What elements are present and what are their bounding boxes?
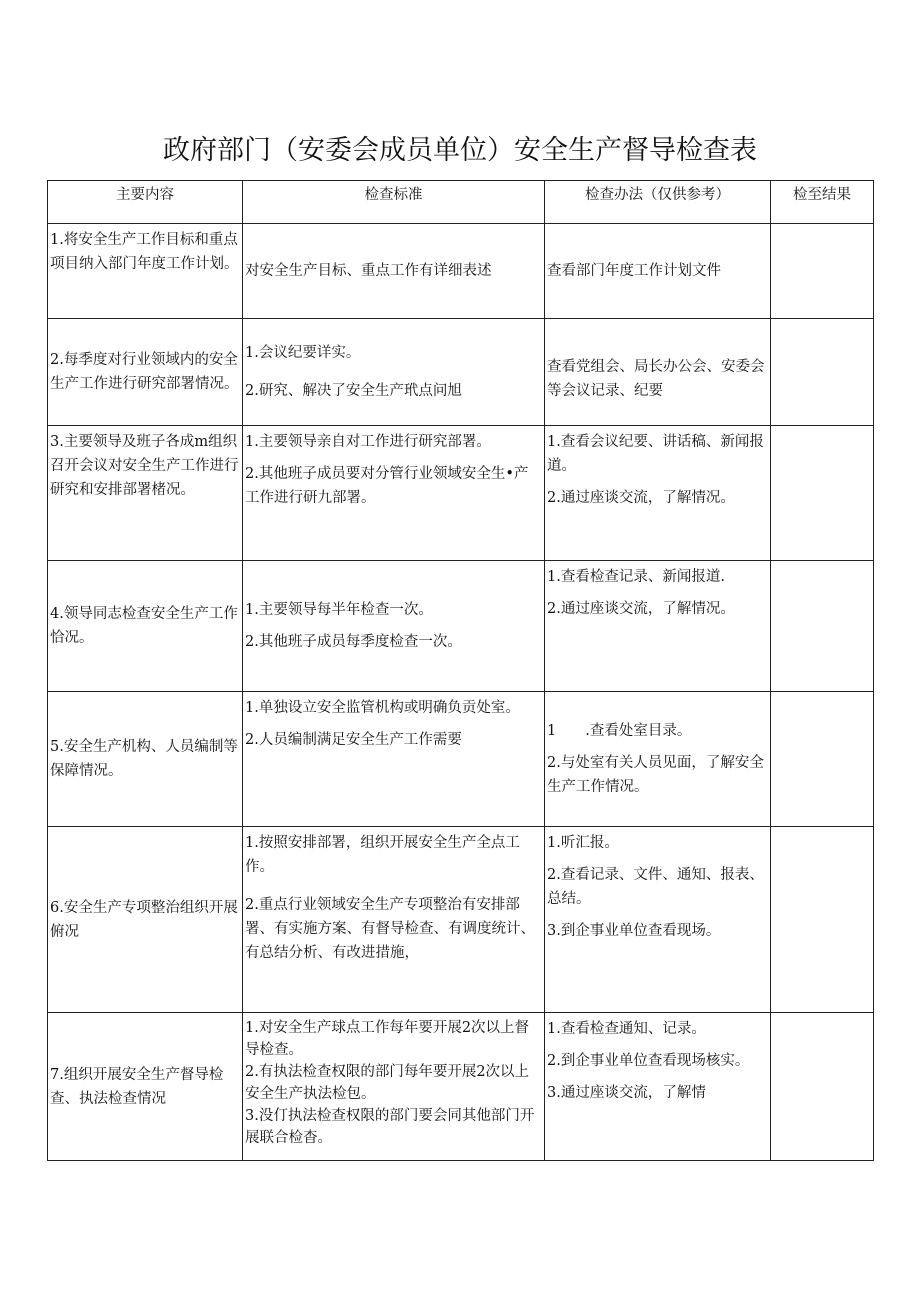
row-method bbox=[545, 426, 771, 561]
method-item: 3.通过座谈交流，了解情 bbox=[547, 1085, 706, 1101]
standard-item: 对安全生产目标、重点工作有详细表述 bbox=[245, 263, 492, 279]
row-content: 6.安全生产专项整治组织开展俯况 bbox=[48, 827, 243, 1013]
row-result[interactable] bbox=[771, 319, 874, 426]
method-item: 1.听汇报。 bbox=[547, 835, 619, 851]
standard-item: 1.按照安排部署，组织开展安全生产全点工作。 bbox=[245, 835, 520, 875]
row-result[interactable] bbox=[771, 827, 874, 1013]
method-item: 1.查看会议纪要、讲话稿、新闻报道。 bbox=[547, 434, 764, 474]
table-row bbox=[48, 1013, 874, 1161]
method-item: 查看党组会、局长办公会、安委会等会议记录、纪要 bbox=[547, 359, 765, 399]
row-content: 1.将安全生产工作目标和重点项目纳入部门年度工作计划。 bbox=[48, 224, 243, 319]
row-standard bbox=[243, 319, 545, 426]
row-method bbox=[545, 319, 771, 426]
method-item: 查看部门年度工作计划文件 bbox=[547, 263, 721, 279]
page-title: 政府部门（安委会成员单位）安全生产督导检查表 bbox=[163, 135, 757, 166]
standard-item: 3.没仃执法检查权限的部门要会同其他部门开展联合检杳。 bbox=[245, 1108, 535, 1146]
standard-item: 1.会议纪要详实。 bbox=[245, 345, 361, 361]
standard-item: 1.主要领导每半年检查一次。 bbox=[245, 602, 433, 618]
standard-item: 2.研究、解决了安全生产玳点问旭 bbox=[245, 383, 462, 399]
table-row bbox=[48, 561, 874, 692]
row-standard bbox=[243, 561, 545, 692]
row-method bbox=[545, 224, 771, 319]
standard-item: 2.有执法检查权限的部门每年要开展2次以上安全生产执法检包。 bbox=[245, 1064, 530, 1102]
row-standard bbox=[243, 827, 545, 1013]
standard-item: 2.重点行业领域安全生产专项整治有安排部署、有实施方案、有督导检查、有调度统计、有总结分析、有改进措施， bbox=[245, 897, 535, 961]
table-row bbox=[48, 827, 874, 1013]
standard-item: 1.对安全生产球点工作每年要开展2次以上督导检查。 bbox=[245, 1020, 530, 1058]
inspection-table bbox=[47, 180, 874, 1161]
row-content: 2.每季度对行业领域内的安全生产工作进行研究部署情况。 bbox=[48, 319, 243, 426]
row-standard bbox=[243, 1013, 545, 1161]
header-standard: 检查标准 bbox=[243, 181, 545, 224]
row-result[interactable] bbox=[771, 224, 874, 319]
method-item: 1.查看检查记录、新闻报道. bbox=[547, 569, 725, 585]
row-content: 4.领导同志检查安全生产工作恰况。 bbox=[48, 561, 243, 692]
method-item: 2.通过座谈交流，了解情况。 bbox=[547, 490, 735, 506]
row-method bbox=[545, 827, 771, 1013]
method-item: 2.到企事业单位查看现场核实。 bbox=[547, 1053, 750, 1069]
standard-item: 2.人员编制满足安全生产工作需要 bbox=[245, 732, 462, 748]
row-standard bbox=[243, 224, 545, 319]
standard-item: 2.其他班子成员每季度检查一次。 bbox=[245, 634, 462, 650]
method-item: 2.通过座谈交流，了解情况。 bbox=[547, 601, 735, 617]
header-content: 主要内容 bbox=[48, 181, 243, 224]
method-item: 2.查看记录、文件、通知、报表、总结。 bbox=[547, 867, 764, 907]
table-row bbox=[48, 319, 874, 426]
row-method bbox=[545, 692, 771, 827]
table-row bbox=[48, 692, 874, 827]
row-result[interactable] bbox=[771, 561, 874, 692]
row-method bbox=[545, 1013, 771, 1161]
standard-item: 1.单独设立安全监管机构或明确负贡处室。 bbox=[245, 700, 520, 716]
standard-item: 1.主要领导亲自对工作进行研究部署。 bbox=[245, 434, 491, 450]
row-result[interactable] bbox=[771, 1013, 874, 1161]
standard-item: 2.其他班子成员要对分管行业领域安全生•产工作进行研九部署。 bbox=[245, 466, 529, 506]
row-content: 3.主要领导及班子各成m组织召开会议对安全生产工作进行研究和安排部署楮况。 bbox=[48, 426, 243, 561]
method-item: 3.到企事业单位查看现场。 bbox=[547, 923, 721, 939]
row-result[interactable] bbox=[771, 692, 874, 827]
method-item: 1 .查看处室目录。 bbox=[547, 723, 692, 739]
row-standard bbox=[243, 692, 545, 827]
table-row bbox=[48, 224, 874, 319]
row-content: 7.组织开展安全生产督导检查、执法检查情况 bbox=[48, 1013, 243, 1161]
row-method bbox=[545, 561, 771, 692]
method-item: 2.与处室有关人员见面，了解安全生产工作情况。 bbox=[547, 755, 764, 795]
header-result: 检至结果 bbox=[771, 181, 874, 224]
header-row bbox=[48, 181, 874, 224]
header-method: 检查办法（仅供参考） bbox=[545, 181, 771, 224]
table-row bbox=[48, 426, 874, 561]
method-item: 1.查看检查通知、记录。 bbox=[547, 1021, 706, 1037]
row-result[interactable] bbox=[771, 426, 874, 561]
row-content: 5.安全生产机构、人员编制等保障情况。 bbox=[48, 692, 243, 827]
row-standard bbox=[243, 426, 545, 561]
